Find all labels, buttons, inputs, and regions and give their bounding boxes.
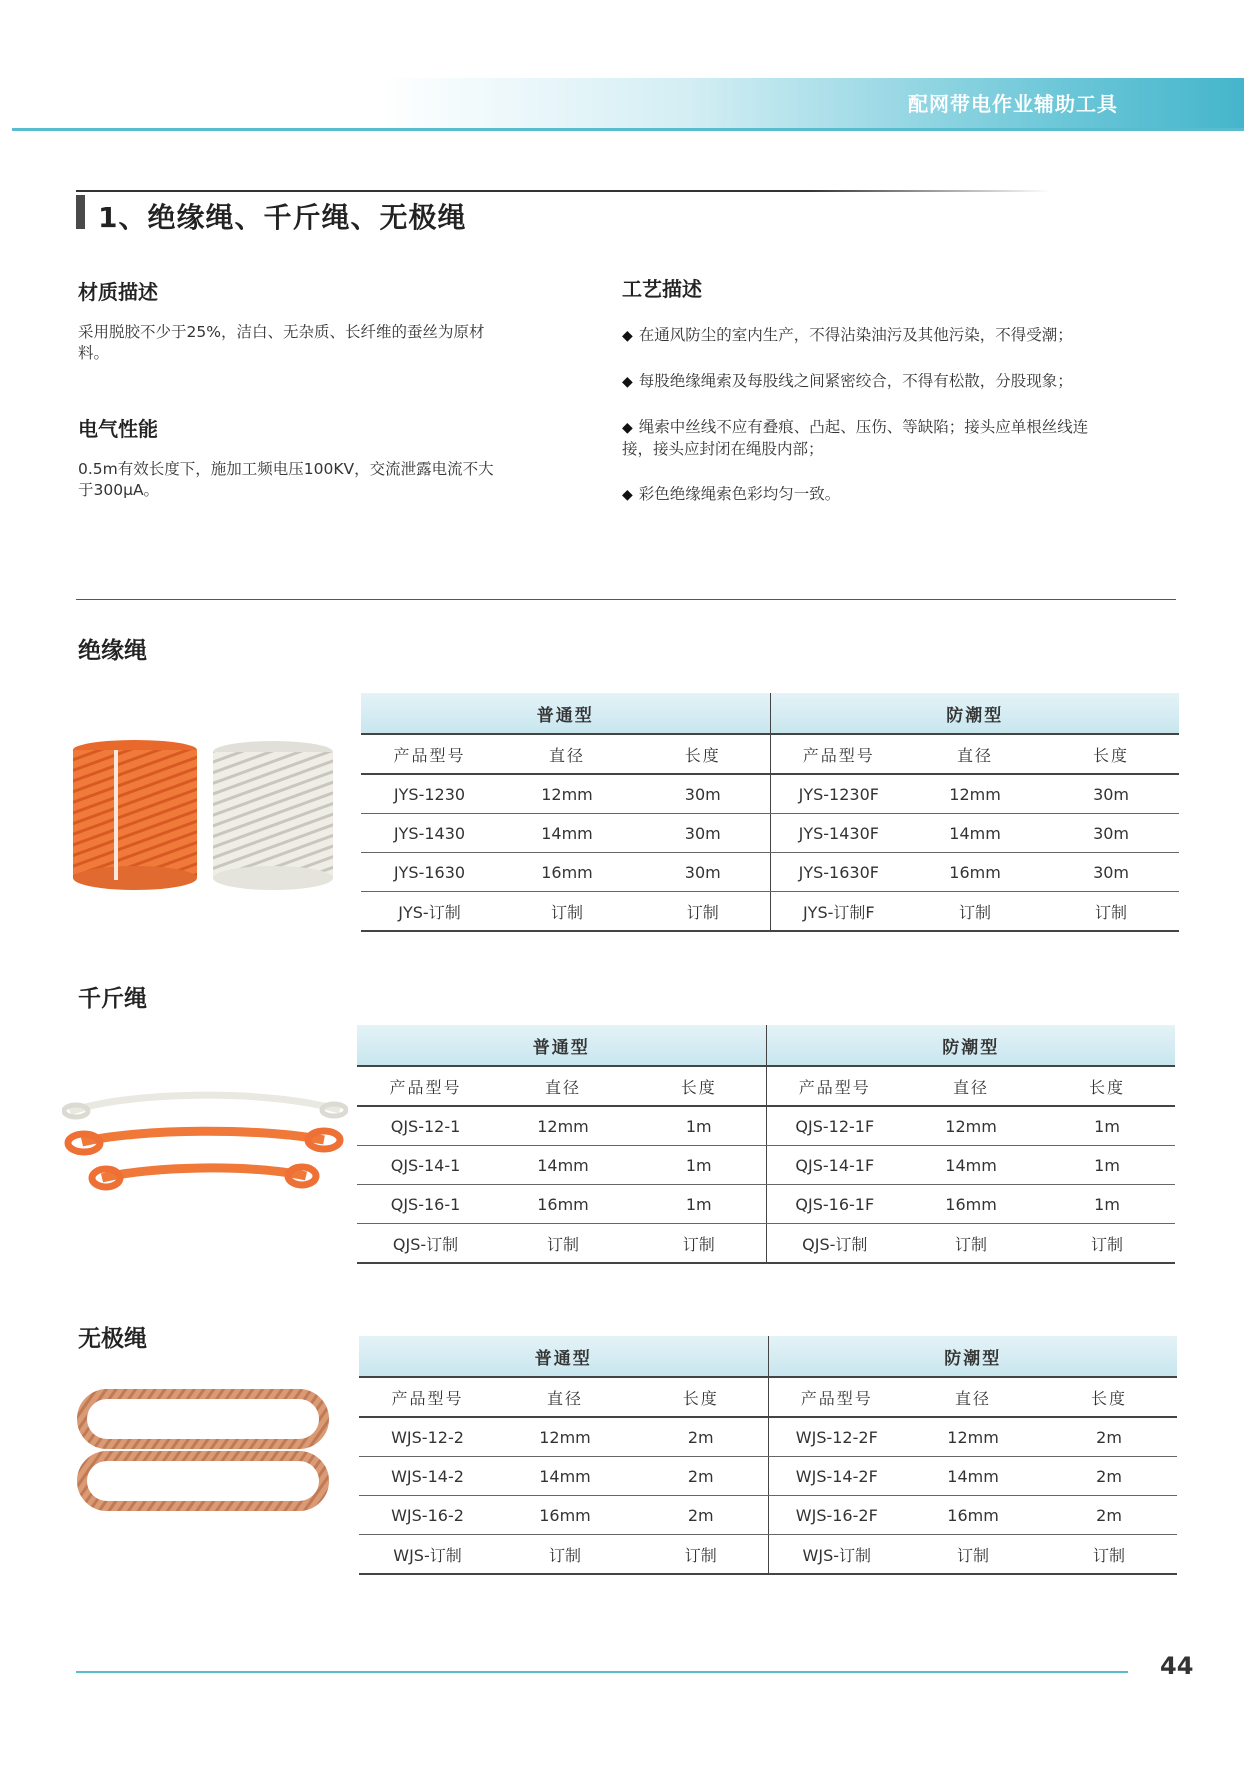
- section-top-line: [76, 190, 1051, 192]
- table-cell: 2m: [1041, 1496, 1177, 1535]
- material-heading: 材质描述: [78, 280, 158, 304]
- page-number: 44: [1160, 1652, 1194, 1680]
- process-bullet-3: ◆ 绳索中丝线不应有叠痕、凸起、压伤、等缺陷；接头应单根丝线连 接，接头应封闭在绳股内部；: [622, 418, 1089, 458]
- endless-ropes-image: [76, 1388, 330, 1514]
- diamond-bullet-icon: ◆: [622, 374, 633, 390]
- table-cell: 订制: [1043, 892, 1179, 932]
- col-header-model: 产品型号: [768, 1377, 905, 1417]
- table-cell: QJS-12-1: [357, 1106, 494, 1146]
- table-row: [359, 1535, 1177, 1575]
- table-cell: WJS-订制: [768, 1535, 905, 1575]
- table-row: [361, 892, 1179, 932]
- material-text-line1: 采用脱胶不少于25%，洁白、无杂质、长纤维的蚕丝为原材: [78, 323, 485, 341]
- table-cell: WJS-订制: [359, 1535, 496, 1575]
- table-cell: 30m: [1043, 814, 1179, 853]
- table-cell: 30m: [636, 774, 770, 814]
- table-cell: 30m: [1043, 853, 1179, 892]
- col-header-length: 长度: [1039, 1066, 1175, 1106]
- table-cell: 16mm: [498, 853, 636, 892]
- section-divider: [76, 599, 1176, 600]
- table-cell: 16mm: [905, 1496, 1041, 1535]
- table-cell: 2m: [634, 1457, 768, 1496]
- orange-sling-rope-2: [92, 1167, 316, 1187]
- table-cell: 12mm: [494, 1106, 632, 1146]
- table-cell: QJS-16-1: [357, 1185, 494, 1224]
- table-cell: 1m: [632, 1106, 766, 1146]
- col-header-model: 产品型号: [359, 1377, 496, 1417]
- white-sling-rope: [64, 1095, 346, 1117]
- table-cell: WJS-12-2: [359, 1417, 496, 1457]
- col-header-length: 长度: [636, 734, 770, 774]
- table-cell: 订制: [905, 1535, 1041, 1575]
- process-bullet-2: ◆ 每股绝缘绳索及每股线之间紧密绞合，不得有松散，分股现象；: [622, 371, 1073, 393]
- col-header-length: 长度: [1043, 734, 1179, 774]
- col-header-model: 产品型号: [361, 734, 498, 774]
- table-cell: JYS-订制: [361, 892, 498, 932]
- section-marker: [76, 195, 85, 229]
- table-cell: 2m: [634, 1496, 768, 1535]
- table-group-moisture-proof: 防潮型: [770, 693, 1179, 734]
- sling-ropes-image: [62, 1082, 348, 1194]
- col-header-length: 长度: [1041, 1377, 1177, 1417]
- sling-rope-table: [357, 1025, 1175, 1264]
- table-cell: WJS-14-2: [359, 1457, 496, 1496]
- table-cell: QJS-12-1F: [766, 1106, 903, 1146]
- table-cell: QJS-16-1F: [766, 1185, 903, 1224]
- table-cell: 30m: [636, 814, 770, 853]
- table-cell: 订制: [1041, 1535, 1177, 1575]
- table-cell: 30m: [1043, 774, 1179, 814]
- table-row: [359, 1457, 1177, 1496]
- table-cell: WJS-12-2F: [768, 1417, 905, 1457]
- table-cell: 2m: [1041, 1417, 1177, 1457]
- table-cell: JYS-1630F: [770, 853, 907, 892]
- col-header-diameter: 直径: [498, 734, 636, 774]
- diamond-bullet-icon: ◆: [622, 328, 633, 344]
- process-bullet-3-line2: 接，接头应封闭在绳股内部；: [622, 440, 824, 458]
- col-header-model: 产品型号: [357, 1066, 494, 1106]
- table-cell: 订制: [1039, 1224, 1175, 1264]
- table-cell: JYS-1630: [361, 853, 498, 892]
- col-header-model: 产品型号: [766, 1066, 903, 1106]
- table-cell: QJS-14-1F: [766, 1146, 903, 1185]
- table-cell: JYS-1430F: [770, 814, 907, 853]
- table-cell: JYS-订制F: [770, 892, 907, 932]
- table-group-standard: 普通型: [359, 1336, 768, 1377]
- process-bullet-1: ◆ 在通风防尘的室内生产，不得沾染油污及其他污染，不得受潮；: [622, 325, 1073, 347]
- table-cell: WJS-16-2F: [768, 1496, 905, 1535]
- table-cell: 1m: [1039, 1146, 1175, 1185]
- table-row: [359, 1496, 1177, 1535]
- endless-rope-loop-2: [82, 1456, 324, 1506]
- table-cell: 1m: [632, 1185, 766, 1224]
- table-row: [357, 1185, 1175, 1224]
- col-header-length: 长度: [634, 1377, 768, 1417]
- sling-rope-title: 千斤绳: [78, 986, 147, 1012]
- diamond-bullet-icon: ◆: [622, 487, 633, 503]
- table-cell: WJS-14-2F: [768, 1457, 905, 1496]
- electrical-text: [78, 459, 494, 501]
- table-row: [359, 1417, 1177, 1457]
- process-bullet-4: ◆ 彩色绝缘绳索色彩均匀一致。: [622, 484, 840, 506]
- orange-rope-coil: [73, 740, 197, 890]
- table-row: [361, 814, 1179, 853]
- table-cell: 14mm: [903, 1146, 1039, 1185]
- col-header-length: 长度: [632, 1066, 766, 1106]
- table-cell: 14mm: [494, 1146, 632, 1185]
- table-cell: JYS-1430: [361, 814, 498, 853]
- table-group-standard: 普通型: [357, 1025, 766, 1066]
- table-group-standard: 普通型: [361, 693, 770, 734]
- table-row: [357, 1224, 1175, 1264]
- table-group-moisture-proof: 防潮型: [768, 1336, 1177, 1377]
- table-group-moisture-proof: 防潮型: [766, 1025, 1175, 1066]
- table-row: [361, 853, 1179, 892]
- table-cell: QJS-订制: [357, 1224, 494, 1264]
- insulating-rope-coils-image: [70, 738, 340, 898]
- table-cell: 12mm: [907, 774, 1043, 814]
- col-header-model: 产品型号: [770, 734, 907, 774]
- table-cell: 30m: [636, 853, 770, 892]
- col-header-diameter: 直径: [907, 734, 1043, 774]
- white-rope-coil: [213, 741, 333, 890]
- table-cell: 14mm: [907, 814, 1043, 853]
- col-header-diameter: 直径: [905, 1377, 1041, 1417]
- insulating-rope-title: 绝缘绳: [78, 638, 147, 664]
- electrical-heading: 电气性能: [78, 417, 158, 441]
- table-row: [361, 774, 1179, 814]
- table-cell: JYS-1230F: [770, 774, 907, 814]
- material-text-line2: 料。: [78, 344, 110, 362]
- endless-rope-loop-1: [82, 1394, 324, 1444]
- section-title: 1、绝缘绳、千斤绳、无极绳: [98, 201, 467, 234]
- table-cell: QJS-订制: [766, 1224, 903, 1264]
- table-cell: 订制: [634, 1535, 768, 1575]
- table-cell: 12mm: [905, 1417, 1041, 1457]
- table-cell: 订制: [907, 892, 1043, 932]
- table-cell: 16mm: [903, 1185, 1039, 1224]
- table-cell: 1m: [632, 1146, 766, 1185]
- table-cell: WJS-16-2: [359, 1496, 496, 1535]
- footer-line: [76, 1671, 1128, 1673]
- electrical-text-line1: 0.5m有效长度下，施加工频电压100KV，交流泄露电流不大: [78, 460, 494, 478]
- table-cell: 订制: [494, 1224, 632, 1264]
- table-cell: 订制: [498, 892, 636, 932]
- process-heading: 工艺描述: [622, 277, 702, 301]
- table-cell: 2m: [634, 1417, 768, 1457]
- table-cell: 1m: [1039, 1106, 1175, 1146]
- diamond-bullet-icon: ◆: [622, 420, 633, 436]
- table-cell: QJS-14-1: [357, 1146, 494, 1185]
- endless-rope-table: [359, 1336, 1177, 1575]
- table-cell: 16mm: [496, 1496, 634, 1535]
- table-row: [357, 1146, 1175, 1185]
- electrical-text-line2: 于300μA。: [78, 481, 160, 499]
- table-cell: JYS-1230: [361, 774, 498, 814]
- table-cell: 14mm: [905, 1457, 1041, 1496]
- table-cell: 12mm: [498, 774, 636, 814]
- table-cell: 12mm: [496, 1417, 634, 1457]
- col-header-diameter: 直径: [496, 1377, 634, 1417]
- table-row: [357, 1106, 1175, 1146]
- material-text: [78, 322, 484, 364]
- col-header-diameter: 直径: [494, 1066, 632, 1106]
- orange-sling-rope-1: [68, 1131, 340, 1152]
- table-cell: 订制: [636, 892, 770, 932]
- table-cell: 16mm: [907, 853, 1043, 892]
- header-line: [12, 128, 1244, 131]
- col-header-diameter: 直径: [903, 1066, 1039, 1106]
- table-cell: 14mm: [498, 814, 636, 853]
- table-cell: 订制: [903, 1224, 1039, 1264]
- header-title: 配网带电作业辅助工具: [908, 92, 1118, 116]
- endless-rope-title: 无极绳: [78, 1326, 147, 1352]
- insulating-rope-table: [361, 693, 1179, 932]
- table-cell: 16mm: [494, 1185, 632, 1224]
- table-cell: 1m: [1039, 1185, 1175, 1224]
- table-cell: 订制: [496, 1535, 634, 1575]
- table-cell: 14mm: [496, 1457, 634, 1496]
- table-cell: 2m: [1041, 1457, 1177, 1496]
- table-cell: 12mm: [903, 1106, 1039, 1146]
- table-cell: 订制: [632, 1224, 766, 1264]
